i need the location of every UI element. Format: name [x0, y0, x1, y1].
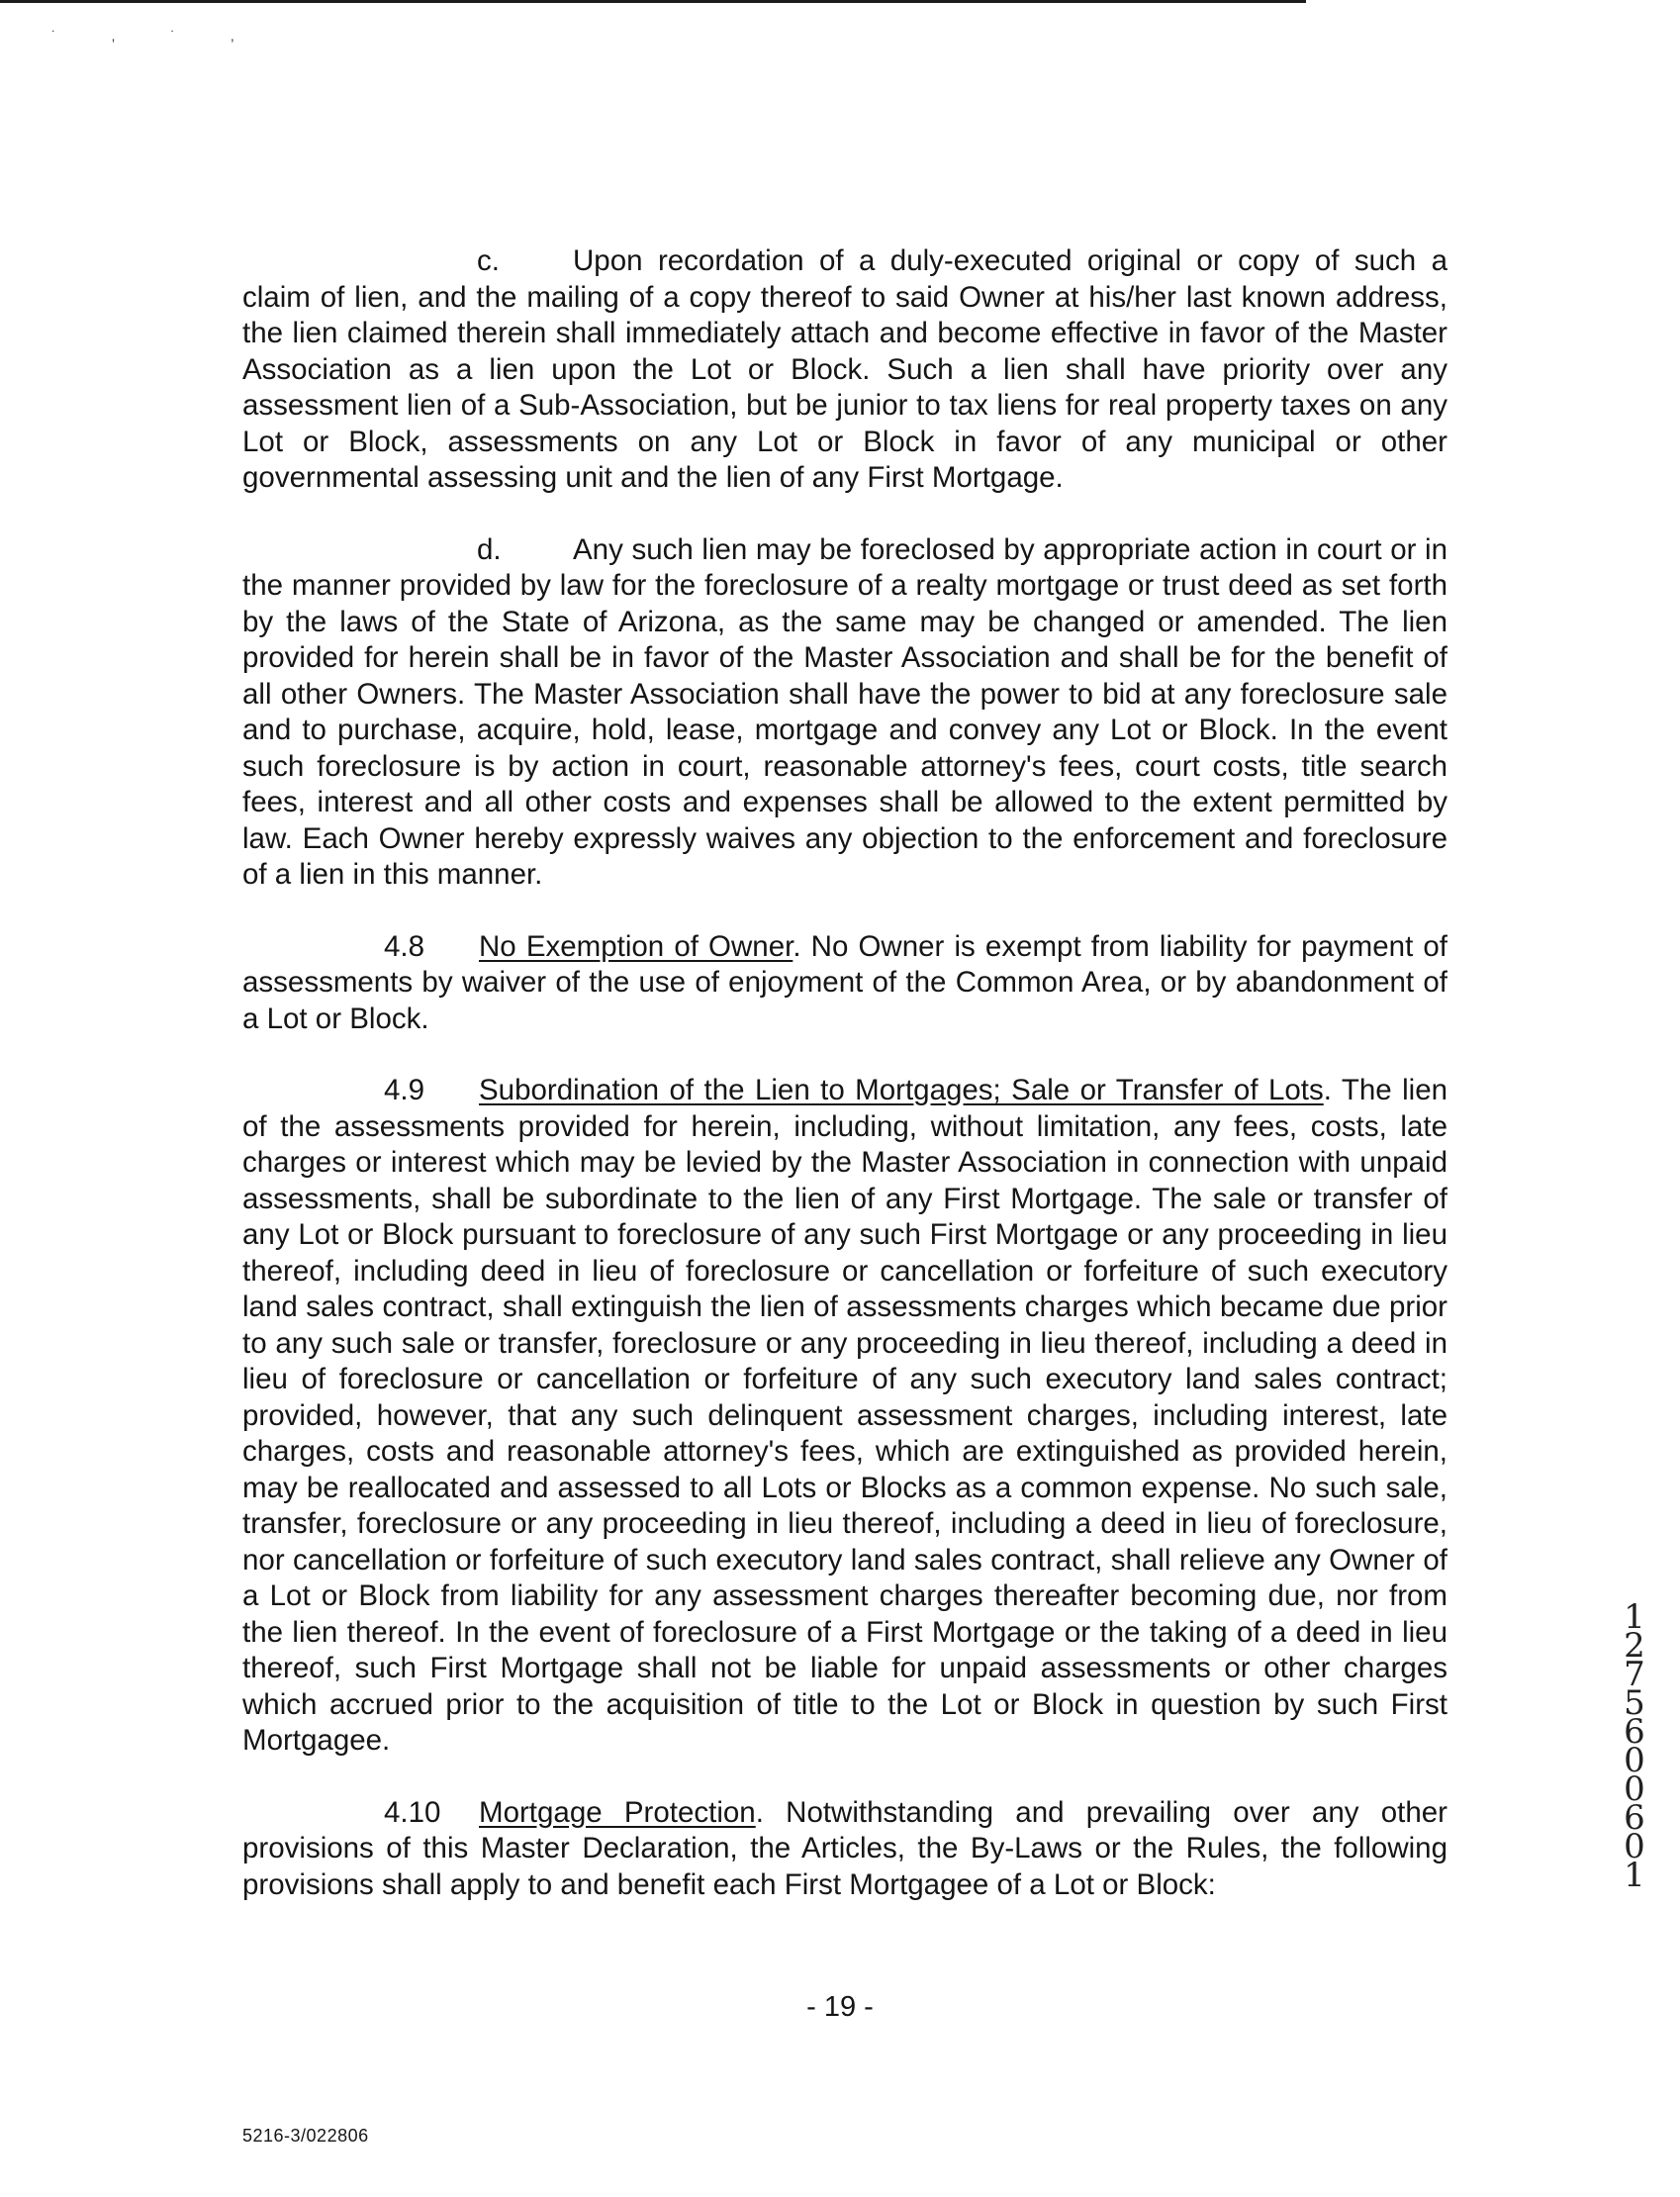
section-number: 4.8: [384, 929, 425, 963]
paragraph-marker: c.: [477, 244, 500, 277]
section-title: Subordination of the Lien to Mortgages; Sale or Transfer of Lots: [479, 1074, 1324, 1106]
section-4-9: [242, 1073, 1447, 1760]
paragraph-marker: d.: [477, 532, 502, 566]
page-number: - 19 -: [806, 1991, 874, 2023]
scan-specks: ˙ , ˙ ,: [51, 28, 260, 44]
paragraph-c: [242, 243, 1447, 497]
section-4-10: [242, 1795, 1447, 1904]
document-code: 5216-3/022806: [242, 2126, 369, 2146]
recording-number-stamp: 12756 00601: [1624, 1597, 1645, 1895]
section-title: No Exemption of Owner: [479, 929, 793, 963]
section-4-8: [242, 929, 1447, 1038]
section-text: . No Owner is exempt from liability for payment of assessments by waiver of the use of enjoyment of the Common Area, or by abandonment of a Lot or Block.: [242, 929, 1447, 1035]
section-text: . The lien of the assessments provided for herein, including, without limitation, any fees, costs, late charges or interest which may be levied by the Master Association in connection with unpaid assessments, shall be subordinate to the lien of any First Mortgage. The sale or transfer of any Lot or Block pursuant to foreclosure of any such First Mortgage or any proceeding in lieu thereof, including deed in lieu of foreclosure or cancellation or forfeiture of such executory land sales contract, shall extinguish the lien of assessments charges which became due prior to any such sale or transfer, foreclosure or any proceeding in lieu thereof, including a deed in lieu of foreclosure or cancellation or forfeiture of any such executory land sales contract; provided, however, that any such delinquent assessment charges, including interest, late charges, costs and reasonable attorney's fees, which are extinguished as provided herein, may be reallocated and assessed to all Lots or Blocks as a common expense. No such sale, transfer, foreclosure or any proceeding in lieu thereof, including a deed in lieu of foreclosure, nor cancellation or forfeiture of such executory land sales contract, shall relieve any Owner of a Lot or Block from liability for any assessment charges thereafter becoming due, nor from the lien thereof. In the event of foreclosure of a First Mortgage or the taking of a deed in lieu thereof, such First Mortgage shall not be liable for unpaid assessments or other charges which accrued prior to the acquisition of title to the Lot or Block in question by such First Mortgagee.: [242, 1074, 1448, 1757]
paragraph-text: Upon recordation of a duly-executed original or copy of such a claim of lien, and the mailing of a copy thereof to said Owner at his/her last known address, the lien claimed therein shall immediately attach and become effective in favor of the Master Association as a lien upon the Lot or Block. Such a lien shall have priority over any assessment lien of a Sub-Association, but be junior to tax liens for real property taxes on any Lot or Block, assessments on any Lot or Block in favor of any municipal or other governmental assessing unit and the lien of any First Mortgage.: [242, 244, 1447, 494]
section-number: 4.9: [384, 1074, 425, 1106]
paragraph-d: [242, 532, 1447, 894]
section-text: . Notwithstanding and prevailing over any other provisions of this Master Declaration, the Articles, the By-Laws or the Rules, the following provisions shall apply to and benefit each First Mortgagee of a Lot or Block:: [242, 1795, 1447, 1901]
page-body: [242, 243, 1447, 1939]
section-number: 4.10: [384, 1795, 441, 1829]
section-title: Mortgage Protection: [479, 1795, 756, 1829]
scan-top-border: [0, 0, 1306, 3]
paragraph-text: Any such lien may be foreclosed by appropriate action in court or in the manner provided by law for the foreclosure of a realty mortgage or trust deed as set forth by the laws of the State of Arizona, as the same may be changed or amended. The lien provided for herein shall be in favor of the Master Association and shall be for the benefit of all other Owners. The Master Association shall have the power to bid at any foreclosure sale and to purchase, acquire, hold, lease, mortgage and convey any Lot or Block. In the event such foreclosure is by action in court, reasonable attorney's fees, court costs, title search fees, interest and all other costs and expenses shall be allowed to the extent permitted by law. Each Owner hereby expressly waives any objection to the enforcement and foreclosure of a lien in this manner.: [242, 532, 1447, 891]
